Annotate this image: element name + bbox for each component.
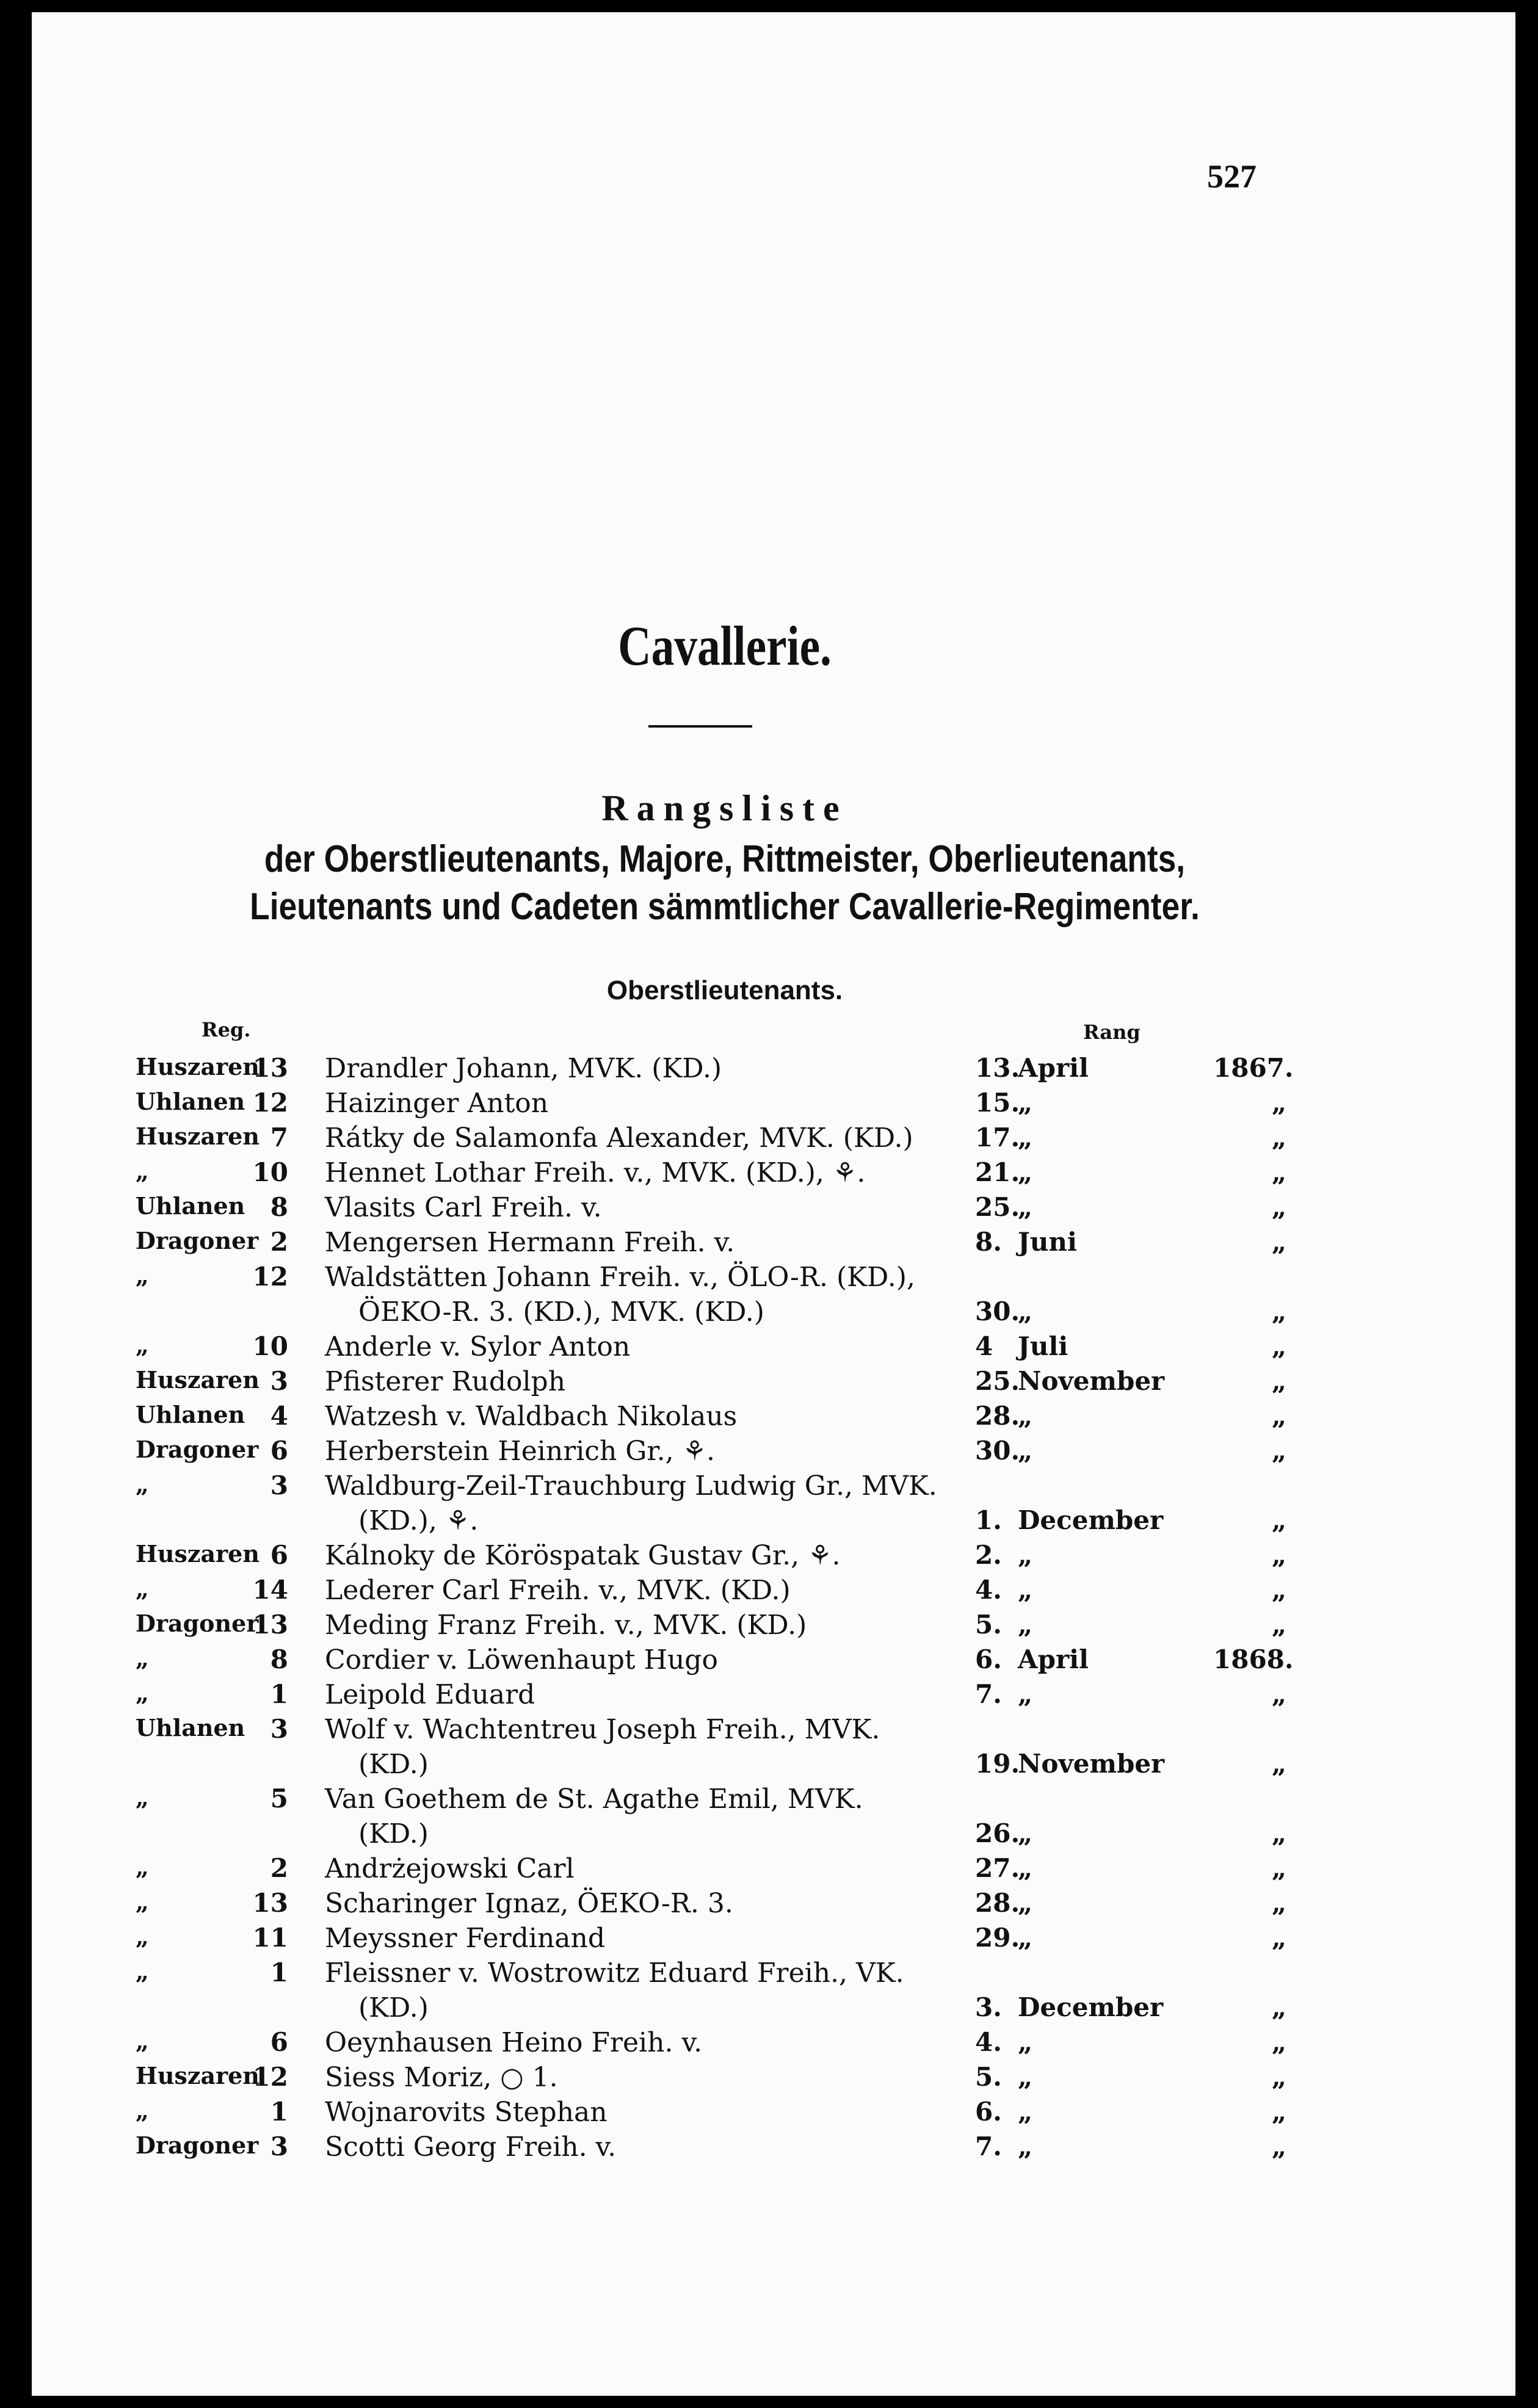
entry-regiment: „ — [136, 1853, 149, 1881]
entry-rank-day: 29. — [975, 1923, 1020, 1953]
entry-name: Watzesh v. Waldbach Nikolaus — [325, 1401, 738, 1432]
entry-regiment: Huszaren — [136, 1366, 259, 1394]
entry-rank-year: „ — [1271, 2097, 1286, 2127]
entry-regiment: „ — [136, 1157, 149, 1185]
entry-rank-month: December — [1018, 1992, 1164, 2022]
entry-regiment-number: 13 — [252, 1053, 288, 1083]
entry-rank-month: „ — [1018, 1540, 1033, 1570]
entry-regiment-number: 4 — [270, 1401, 288, 1431]
entry-name: Wolf v. Wachtentreu Joseph Freih., MVK. — [325, 1714, 880, 1745]
title-divider — [648, 725, 752, 728]
entry-name: Hennet Lothar Freih. v., MVK. (KD.), ⚘. — [325, 1157, 866, 1188]
entry-name: Siess Moriz, ○ 1. — [325, 2062, 558, 2093]
entry-rank-month: „ — [1018, 1401, 1033, 1431]
entry-name: Meyssner Ferdinand — [325, 1923, 606, 1954]
entry-name: Scotti Georg Freih. v. — [325, 2131, 617, 2163]
entry-rank-year: „ — [1271, 1436, 1286, 1466]
entry-regiment: „ — [136, 1679, 149, 1707]
entry-rank-year: „ — [1271, 1157, 1286, 1187]
entry-rank-day: 1. — [975, 1505, 1002, 1535]
entry-regiment-number: 8 — [270, 1644, 288, 1674]
entry-regiment: Uhlanen — [136, 1401, 245, 1428]
entry-rank-year: „ — [1271, 1227, 1286, 1257]
page-number: 527 — [1207, 158, 1257, 195]
entry-rank-year: „ — [1271, 2027, 1286, 2057]
entry-rank-day: 4. — [975, 1575, 1002, 1605]
entry-rank-year: „ — [1271, 2062, 1286, 2092]
entry-regiment-number: 6 — [270, 2027, 288, 2057]
entry-rank-month: „ — [1018, 1679, 1033, 1709]
entry-rank-day: 28. — [975, 1401, 1020, 1431]
entry-regiment: „ — [136, 1470, 149, 1498]
entry-rank-month: „ — [1018, 2131, 1033, 2161]
entry-rank-day: 17. — [975, 1123, 1020, 1152]
entry-name: Fleissner v. Wostrowitz Eduard Freih., VK. — [325, 1958, 904, 1989]
entry-regiment-number: 13 — [252, 1888, 288, 1918]
entry-regiment: Dragoner — [136, 1227, 259, 1254]
entry-name: Mengersen Hermann Freih. v. — [325, 1227, 735, 1258]
entry-rank-day: 30. — [975, 1436, 1020, 1466]
entry-rank-year: „ — [1271, 1853, 1286, 1883]
entry-rank-month: „ — [1018, 2062, 1033, 2092]
entry-name: Drandler Johann, MVK. (KD.) — [325, 1053, 722, 1084]
entry-rank-day: 7. — [975, 1679, 1002, 1709]
entry-regiment: Huszaren — [136, 1053, 259, 1080]
entry-regiment: Huszaren — [136, 2062, 259, 2089]
entry-rank-day: 2. — [975, 1540, 1002, 1570]
entry-rank-month: „ — [1018, 1610, 1033, 1640]
entry-rank-year: „ — [1271, 1296, 1286, 1326]
entry-rank-year: „ — [1271, 1610, 1286, 1640]
entry-rank-year: „ — [1271, 1192, 1286, 1222]
entry-rank-day: 25. — [975, 1192, 1020, 1222]
entry-name: Van Goethem de St. Agathe Emil, MVK. — [325, 1784, 863, 1815]
entry-rank-day: 6. — [975, 1644, 1002, 1674]
entry-rank-month: April — [1018, 1644, 1089, 1674]
entry-regiment: Dragoner — [136, 1610, 259, 1637]
entry-name: Anderle v. Sylor Anton — [325, 1331, 631, 1362]
entry-regiment-number: 11 — [252, 1923, 288, 1953]
entry-regiment-number: 6 — [270, 1436, 288, 1466]
entry-rank-year: „ — [1271, 1923, 1286, 1953]
entry-name: Kálnoky de Köröspatak Gustav Gr., ⚘. — [325, 1540, 841, 1571]
entry-rank-month: April — [1018, 1053, 1089, 1083]
entry-rank-day: 5. — [975, 1610, 1002, 1640]
entry-regiment: Dragoner — [136, 2131, 259, 2159]
entry-rank-month: „ — [1018, 2097, 1033, 2127]
entry-regiment: „ — [136, 1575, 149, 1602]
entry-rank-day: 4 — [975, 1331, 993, 1361]
entry-regiment: Uhlanen — [136, 1192, 245, 1220]
entry-rank-year: „ — [1271, 1401, 1286, 1431]
entry-rank-year: „ — [1271, 2131, 1286, 2161]
entry-rank-year: „ — [1271, 1818, 1286, 1848]
section-title: Oberstlieutenants. — [606, 975, 843, 1005]
entry-rank-month: Juli — [1018, 1331, 1068, 1361]
entry-regiment-number: 12 — [252, 2062, 288, 2092]
entry-name: Waldburg-Zeil-Trauchburg Ludwig Gr., MVK. — [325, 1470, 937, 1502]
entry-name: ÖEKO-R. 3. (KD.), MVK. (KD.) — [358, 1296, 764, 1328]
entry-regiment-number: 1 — [270, 2097, 288, 2127]
entry-rank-year: „ — [1271, 1366, 1286, 1396]
entry-rank-month: „ — [1018, 1853, 1033, 1883]
entry-regiment-number: 1 — [270, 1679, 288, 1709]
entry-rank-month: „ — [1018, 1192, 1033, 1222]
entry-rank-year: „ — [1271, 1540, 1286, 1570]
entry-regiment: „ — [136, 1888, 149, 1915]
entry-rank-month: Juni — [1018, 1227, 1077, 1257]
entry-rank-day: 28. — [975, 1888, 1020, 1918]
entry-rank-month: „ — [1018, 1296, 1033, 1326]
entry-regiment-number: 3 — [270, 1366, 288, 1396]
entry-regiment: „ — [136, 1958, 149, 1985]
entry-rank-day: 6. — [975, 2097, 1002, 2127]
entry-name: Haizinger Anton — [325, 1088, 549, 1119]
entry-rank-day: 5. — [975, 2062, 1002, 2092]
entry-regiment-number: 7 — [270, 1123, 288, 1152]
entry-rank-day: 13. — [975, 1053, 1020, 1083]
entry-name: Andrżejowski Carl — [325, 1853, 575, 1884]
entry-rank-month: „ — [1018, 1575, 1033, 1605]
entry-rank-month: „ — [1018, 1436, 1033, 1466]
entry-regiment: Uhlanen — [136, 1088, 245, 1115]
entry-regiment-number: 3 — [270, 2131, 288, 2161]
entry-regiment-number: 8 — [270, 1192, 288, 1222]
column-header-regiment: Reg. — [201, 1018, 251, 1041]
entry-regiment: Huszaren — [136, 1123, 259, 1150]
entry-regiment: „ — [136, 2097, 149, 2124]
entry-rank-day: 8. — [975, 1227, 1002, 1257]
entry-name: Wojnarovits Stephan — [325, 2097, 608, 2128]
subtitle-line-1: der Oberstlieutenants, Majore, Rittmeister, Oberlieutenants, — [264, 838, 1186, 880]
entry-rank-month: „ — [1018, 1157, 1033, 1187]
entry-regiment-number: 13 — [252, 1610, 288, 1640]
entry-rank-day: 30. — [975, 1296, 1020, 1326]
entry-rank-day: 21. — [975, 1157, 1020, 1187]
entry-regiment-number: 5 — [270, 1784, 288, 1813]
entry-rank-day: 4. — [975, 2027, 1002, 2057]
entry-regiment: „ — [136, 1784, 149, 1811]
entry-rank-year: „ — [1271, 1575, 1286, 1605]
entry-rank-month: December — [1018, 1505, 1164, 1535]
entry-name: Rátky de Salamonfa Alexander, MVK. (KD.) — [325, 1123, 913, 1154]
scanned-page — [32, 12, 1515, 2396]
entry-name: Oeynhausen Heino Freih. v. — [325, 2027, 703, 2058]
entry-rank-year: „ — [1271, 1088, 1286, 1118]
entry-rank-year: 1868. — [1213, 1644, 1294, 1674]
entry-regiment: Huszaren — [136, 1540, 259, 1567]
entry-regiment-number: 2 — [270, 1853, 288, 1883]
page-title: Cavallerie. — [618, 615, 832, 677]
entry-regiment: „ — [136, 2027, 149, 2055]
entry-name: Leipold Eduard — [325, 1679, 535, 1710]
entry-regiment-number: 3 — [270, 1714, 288, 1744]
entry-regiment: Dragoner — [136, 1436, 259, 1463]
entry-rank-year: „ — [1271, 1123, 1286, 1152]
entry-rank-year: „ — [1271, 1679, 1286, 1709]
entry-rank-year: „ — [1271, 1505, 1286, 1535]
entry-regiment: „ — [136, 1262, 149, 1289]
entry-name: Lederer Carl Freih. v., MVK. (KD.) — [325, 1575, 791, 1606]
entry-rank-month: „ — [1018, 1123, 1033, 1152]
entry-name: Vlasits Carl Freih. v. — [325, 1192, 602, 1223]
column-header-rank: Rang — [1083, 1021, 1141, 1044]
entry-rank-year: „ — [1271, 1331, 1286, 1361]
entry-name: (KD.) — [358, 1749, 429, 1780]
entry-name: Scharinger Ignaz, ÖEKO-R. 3. — [325, 1888, 733, 1919]
entry-rank-month: „ — [1018, 1888, 1033, 1918]
entry-name: (KD.) — [358, 1992, 429, 2023]
entry-name: (KD.), ⚘. — [358, 1505, 479, 1536]
entry-regiment-number: 12 — [252, 1088, 288, 1118]
entry-regiment: Uhlanen — [136, 1714, 245, 1741]
entry-name: Waldstätten Johann Freih. v., ÖLO-R. (KD.), — [325, 1262, 915, 1293]
list-heading: Rangsliste — [601, 788, 848, 828]
entry-rank-day: 25. — [975, 1366, 1020, 1396]
entry-name: Meding Franz Freih. v., MVK. (KD.) — [325, 1610, 807, 1641]
entry-regiment-number: 14 — [252, 1575, 288, 1605]
entry-rank-year: „ — [1271, 1749, 1286, 1779]
entry-regiment-number: 1 — [270, 1958, 288, 1987]
entry-regiment-number: 2 — [270, 1227, 288, 1257]
entry-regiment-number: 3 — [270, 1470, 288, 1500]
entry-name: (KD.) — [358, 1818, 429, 1849]
entry-rank-day: 27. — [975, 1853, 1020, 1883]
entry-regiment-number: 10 — [252, 1157, 288, 1187]
entry-rank-month: „ — [1018, 2027, 1033, 2057]
entry-rank-day: 26. — [975, 1818, 1020, 1848]
entry-rank-month: November — [1018, 1366, 1165, 1396]
entry-name: Herberstein Heinrich Gr., ⚘. — [325, 1436, 716, 1467]
entry-regiment-number: 6 — [270, 1540, 288, 1570]
entry-rank-day: 7. — [975, 2131, 1002, 2161]
entry-rank-year: „ — [1271, 1992, 1286, 2022]
subtitle-line-2: Lieutenants und Cadeten sämmtlicher Cavallerie-Regimenter. — [250, 886, 1200, 928]
entry-name: Cordier v. Löwenhaupt Hugo — [325, 1644, 718, 1676]
entry-rank-month: „ — [1018, 1818, 1033, 1848]
entry-rank-month: „ — [1018, 1923, 1033, 1953]
entry-name: Pfisterer Rudolph — [325, 1366, 566, 1397]
entry-rank-day: 15. — [975, 1088, 1020, 1118]
entry-regiment: „ — [136, 1644, 149, 1672]
entry-rank-day: 19. — [975, 1749, 1020, 1779]
entry-regiment-number: 10 — [252, 1331, 288, 1361]
entry-regiment: „ — [136, 1331, 149, 1359]
entry-rank-month: November — [1018, 1749, 1165, 1779]
entry-rank-month: „ — [1018, 1088, 1033, 1118]
entry-rank-year: „ — [1271, 1888, 1286, 1918]
entry-rank-year: 1867. — [1213, 1053, 1294, 1083]
entry-rank-day: 3. — [975, 1992, 1002, 2022]
entry-regiment: „ — [136, 1923, 149, 1950]
entry-regiment-number: 12 — [252, 1262, 288, 1292]
